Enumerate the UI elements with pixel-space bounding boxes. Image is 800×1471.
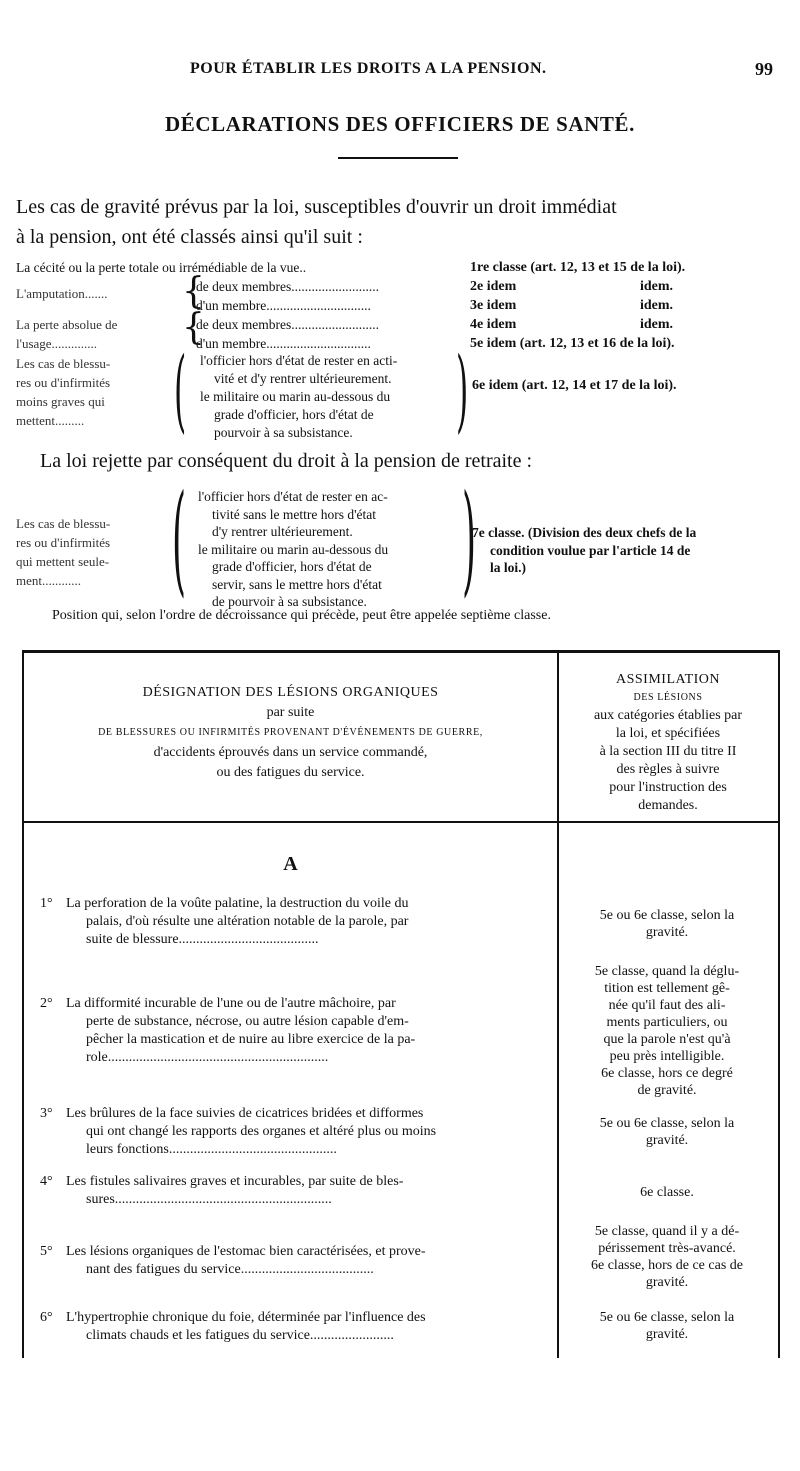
- left-header-line: DÉSIGNATION DES LÉSIONS ORGANIQUES: [142, 685, 439, 700]
- row-line: pêcher la mastication et de nuire au libre exercice de la pa-: [86, 1032, 416, 1047]
- blessures2-label-line: ment............: [16, 573, 81, 588]
- row-class-line: que la parole n'est qu'à: [603, 1032, 731, 1047]
- class-7-line: 7e classe. (Division des deux chefs de la: [472, 525, 697, 540]
- blessures2-text-line: d'y rentrer ultérieurement.: [212, 524, 353, 539]
- running-header: [0, 60, 800, 84]
- header-divider: [24, 821, 778, 823]
- row-class-line: de gravité.: [637, 1083, 697, 1098]
- row-class: [567, 1115, 767, 1149]
- row-number: 6°: [40, 1310, 53, 1325]
- row-line: climats chauds et les fatigues du service........................: [86, 1328, 394, 1343]
- row-text: [40, 1243, 552, 1279]
- row-class: [567, 907, 767, 941]
- row-line: La perforation de la voûte palatine, la destruction du voile du: [66, 896, 409, 911]
- row-class-line: 5e ou 6e classe, selon la: [599, 1310, 735, 1325]
- class-2-idem: idem.: [640, 279, 674, 294]
- row-class-line: gravité.: [645, 1275, 689, 1290]
- blessures2-text-line: tivité sans le mettre hors d'état: [212, 506, 377, 522]
- left-header-line: d'accidents éprouvés dans un service commandé,: [153, 745, 428, 760]
- intro-paragraph: [16, 192, 786, 252]
- row-class-line: peu près intelligible.: [609, 1049, 725, 1064]
- class-perte-label: La perte absolue de: [16, 317, 118, 332]
- row-class-line: née qu'il faut des ali-: [608, 998, 726, 1013]
- row-number: 5°: [40, 1244, 53, 1259]
- column-divider: [557, 653, 559, 1358]
- page-title: DÉCLARATIONS DES OFFICIERS DE SANTÉ.: [165, 112, 635, 136]
- blessures1-text-line: le militaire ou marin au-dessous du: [200, 389, 391, 404]
- class-5-sub: d'un membre...............................: [196, 336, 371, 351]
- right-header-line: demandes.: [638, 798, 698, 813]
- blessures1-label-line: res ou d'infirmités: [16, 375, 111, 390]
- row-class-line: 5e ou 6e classe, selon la: [599, 1116, 735, 1131]
- row-text: [40, 1105, 552, 1159]
- row-class-line: gravité.: [645, 1327, 689, 1342]
- row-class: [567, 1223, 767, 1291]
- row-class-line: 5e ou 6e classe, selon la: [599, 908, 735, 923]
- row-line: perte de substance, nécrose, ou autre lésion capable d'em-: [86, 1014, 409, 1029]
- row-line: qui ont changé les rapports des organes et altéré plus ou moins: [86, 1124, 437, 1139]
- row-line: role...............................................................: [86, 1050, 329, 1065]
- brace-blessures1: (: [174, 338, 187, 443]
- row-class: [567, 1309, 767, 1343]
- right-header-line: pour l'instruction des: [609, 780, 727, 795]
- blessures2-label: [16, 514, 176, 590]
- blessures2-text-line: l'officier hors d'état de rester en ac-: [198, 489, 388, 504]
- title-rule: [338, 157, 458, 159]
- row-text: [40, 1309, 552, 1345]
- class-3-idem: idem.: [640, 298, 674, 313]
- row-class-line: périssement très-avancé.: [598, 1241, 736, 1256]
- row-text: [40, 995, 552, 1067]
- right-header-line: ASSIMILATION: [616, 672, 720, 687]
- row-class: [567, 1184, 767, 1201]
- row-line: Les lésions organiques de l'estomac bien caractérisées, et prove-: [66, 1244, 426, 1259]
- class-4-sub: de deux membres..........................: [196, 317, 379, 332]
- row-line: L'hypertrophie chronique du foie, déterminée par l'influence des: [66, 1310, 426, 1325]
- blessures1-label-line: Les cas de blessu-: [16, 356, 111, 371]
- table-row: [40, 1173, 552, 1209]
- brace-blessures2-right: ): [462, 470, 477, 609]
- blessures2-text-line: de pourvoir à sa subsistance.: [212, 594, 367, 609]
- class-7-line: la loi.): [490, 560, 526, 575]
- row-class-line: 6e classe.: [640, 1185, 694, 1200]
- blessures2-label-line: qui mettent seule-: [16, 554, 110, 569]
- blessures2-text-line: le militaire ou marin au-dessous du: [198, 541, 389, 557]
- left-column-header: [24, 683, 557, 783]
- section-letter: A: [283, 853, 298, 875]
- left-header-line: DE BLESSURES OU INFIRMITÉS PROVENANT D'ÉVÉNEMENTS DE GUERRE,: [98, 727, 483, 738]
- right-header-line: aux catégories établies par: [593, 708, 743, 723]
- row-number: 1°: [40, 896, 53, 911]
- blessures2-text-line: grade d'officier, hors d'état de: [212, 559, 372, 574]
- blessures1-label-line: moins graves qui: [16, 394, 105, 409]
- blessures1-label: [16, 354, 176, 430]
- row-line: nant des fatigues du service......................................: [86, 1262, 374, 1277]
- class-3-value: 3e idem: [470, 298, 517, 313]
- class-7-value: [472, 524, 792, 577]
- blessures1-label-line: mettent.........: [16, 413, 85, 428]
- table-row: [40, 995, 552, 1067]
- table-row: [40, 1243, 552, 1279]
- class-usage-label: l'usage..............: [16, 336, 98, 351]
- blessures1-text-line: l'officier hors d'état de rester en acti-: [200, 353, 398, 368]
- brace-amputation: {: [182, 271, 205, 312]
- right-column-header: [561, 671, 775, 815]
- row-class-line: 6e classe, hors de ce cas de: [591, 1258, 743, 1273]
- right-header-line: à la section III du titre II: [599, 744, 737, 759]
- class-amputation-label: L'amputation.......: [16, 286, 108, 301]
- page-number: 99: [755, 59, 773, 79]
- row-class-line: ments particuliers, ou: [606, 1015, 728, 1030]
- blessures1-text: [200, 352, 468, 442]
- row-line: leurs fonctions................................................: [86, 1142, 337, 1157]
- class-6-value: 6e idem (art. 12, 14 et 17 de la loi).: [472, 378, 677, 393]
- class-4-value: 4e idem: [470, 317, 517, 332]
- row-number: 2°: [40, 996, 53, 1011]
- blessures1-text-line: pourvoir à sa subsistance.: [214, 425, 353, 440]
- row-line: La difformité incurable de l'une ou de l'autre mâchoire, par: [66, 996, 396, 1011]
- row-text: [40, 1173, 552, 1209]
- table-row: [40, 895, 552, 949]
- left-header-line: par suite: [266, 705, 315, 720]
- left-header-line: ou des fatigues du service.: [216, 765, 365, 780]
- right-header-line: la loi, et spécifiées: [615, 726, 721, 741]
- row-line: suite de blessure........................................: [86, 932, 319, 947]
- row-class-line: gravité.: [645, 925, 689, 940]
- blessures1-text-line: grade d'officier, hors d'état de: [214, 407, 374, 422]
- row-number: 4°: [40, 1174, 53, 1189]
- position-note: Position qui, selon l'ordre de décroissance qui précède, peut être appelée septième classe.: [52, 608, 551, 623]
- lesions-table: [22, 650, 780, 1358]
- blessures2-label-line: Les cas de blessu-: [16, 516, 111, 531]
- class-3-sub: d'un membre...............................: [196, 298, 371, 313]
- row-class: [567, 963, 767, 1099]
- row-line: palais, d'où résulte une altération notable de la parole, par: [86, 914, 409, 929]
- brace-perte: {: [182, 307, 205, 348]
- brace-blessures2: (: [172, 470, 187, 609]
- rejette-heading: La loi rejette par conséquent du droit à la pension de retraite :: [40, 450, 533, 472]
- blessures1-text-line: vité et d'y rentrer ultérieurement.: [214, 371, 392, 386]
- class-2-sub: de deux membres..........................: [196, 279, 379, 294]
- blessures2-label-line: res ou d'infirmités: [16, 535, 111, 550]
- row-class-line: 6e classe, hors ce degré: [601, 1066, 733, 1081]
- class-1-label: La cécité ou la perte totale ou irrémédiable de la vue..: [16, 260, 307, 275]
- class-4-idem: idem.: [640, 317, 674, 332]
- row-text: [40, 895, 552, 949]
- brace-blessures1-right: ): [456, 338, 469, 443]
- running-head: POUR ÉTABLIR LES DROITS A LA PENSION.: [190, 60, 547, 77]
- blessures2-text-line: servir, sans le mettre hors d'état: [212, 576, 382, 592]
- intro-line-2: à la pension, ont été classés ainsi qu'il suit :: [16, 226, 363, 248]
- intro-line-1: Les cas de gravité prévus par la loi, susceptibles d'ouvrir un droit immédiat: [16, 196, 617, 218]
- class-5-value: 5e idem (art. 12, 13 et 16 de la loi).: [470, 336, 675, 351]
- row-line: Les fistules salivaires graves et incurables, par suite de bles-: [66, 1174, 404, 1189]
- table-row: [40, 1105, 552, 1159]
- row-class-line: 5e classe, quand il y a dé-: [594, 1224, 740, 1239]
- class-7-line: condition voulue par l'article 14 de: [490, 542, 691, 558]
- row-line: Les brûlures de la face suivies de cicatrices bridées et difformes: [66, 1106, 424, 1121]
- row-class-line: tition est tellement gê-: [604, 981, 730, 996]
- right-header-line: des règles à suivre: [616, 762, 720, 777]
- row-line: sures..............................................................: [86, 1192, 332, 1207]
- class-1-value: 1re classe (art. 12, 13 et 15 de la loi).: [470, 260, 686, 275]
- table-row: [40, 1309, 552, 1345]
- row-number: 3°: [40, 1106, 53, 1121]
- class-2-value: 2e idem: [470, 279, 517, 294]
- right-header-line: DES LÉSIONS: [633, 692, 703, 703]
- row-class-line: 5e classe, quand la déglu-: [594, 964, 740, 979]
- row-class-line: gravité.: [645, 1133, 689, 1148]
- blessures2-text: [198, 488, 468, 611]
